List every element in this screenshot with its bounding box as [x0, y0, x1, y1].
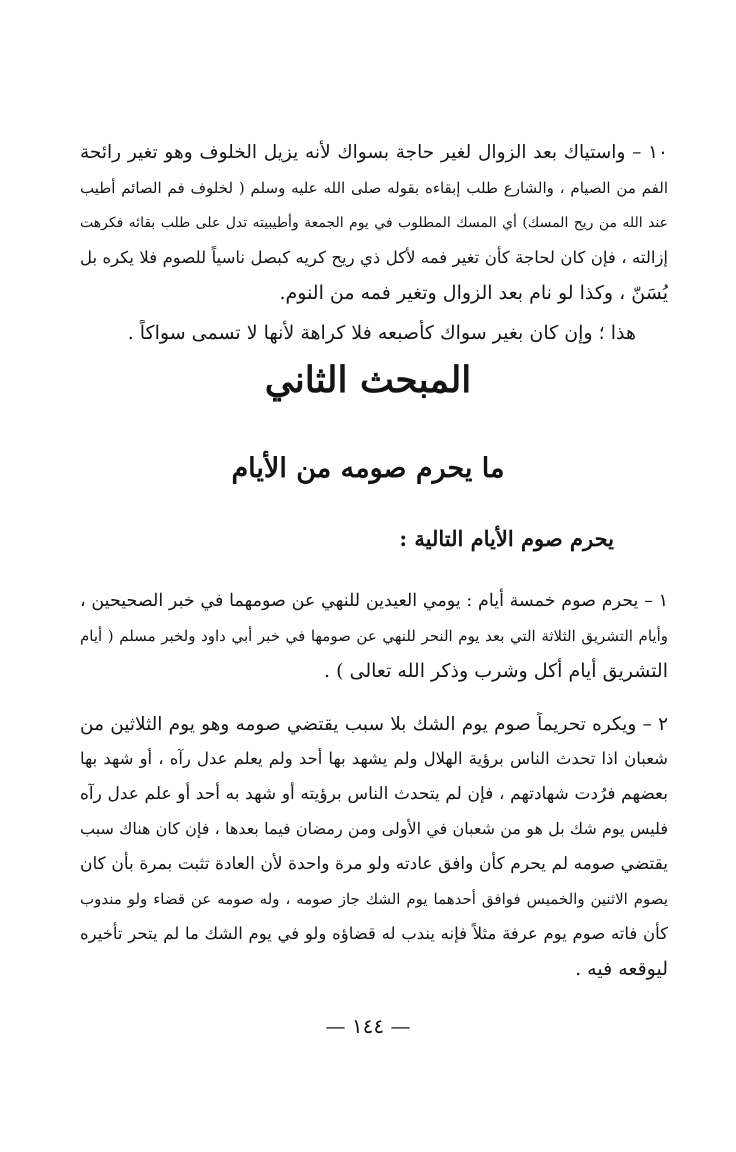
paragraph-2-line: كأن فاته صوم يوم عرفة مثلاً فإنه يندب له قضاؤه ولو في يوم الشك ما لم يتحر تأخيره	[80, 924, 668, 943]
paragraph-1-line: وأيام التشريق الثلاثة التي بعد يوم النحر للنهي عن صومها في خبر أبي داود ولخبر مسلم ( أيام	[80, 627, 668, 645]
paragraph-2-line: شعبان اذا تحدث الناس برؤية الهلال ولم يشهد بها أحد ولم يعلم عدل رآه ، أو شهد بها	[80, 749, 668, 768]
paragraph-hadha: هذا ؛ وإن كان بغير سواك كأصبعه فلا كراهة لأنها لا تسمى سواكاً .	[127, 322, 636, 344]
paragraph-2-line: يصوم الاثنين والخميس فوافق أحدهما يوم الشك جاز صومه ، وله صومه عن قضاء ولو مندوب	[80, 890, 668, 908]
paragraph-2-line: ليوقعه فيه .	[575, 958, 668, 980]
paragraph-10-line: إزالته ، فإن كان لحاجة كأن تغير فمه لأكل ذي ريح كريه كبصل ناسياً للصوم فلا يكره بل	[80, 248, 668, 267]
paragraph-10-line: الفم من الصيام ، والشارع طلب إبقاءه بقوله صلى الله عليه وسلم ( لخلوف فم الصائم أطيب	[80, 179, 668, 197]
section-title: المبحث الثاني	[264, 359, 472, 401]
sub-heading: يحرم صوم الأيام التالية :	[399, 526, 614, 551]
paragraph-2-line: بعضهم فرُدت شهادتهم ، فإن لم يتحدث الناس برؤيته أو شهد به أحد أو علم عدل رآه	[80, 784, 668, 804]
page-number: — ١٤٤ —	[325, 1014, 411, 1038]
section-subtitle: ما يحرم صومه من الأيام	[231, 453, 505, 484]
paragraph-1-line: التشريق أيام أكل وشرب وذكر الله تعالى ) .	[323, 660, 668, 682]
paragraph-2-line: فليس يوم شك بل هو من شعبان في الأولى ومن رمضان فيما بعدها ، فإن كان هناك سبب	[80, 819, 668, 838]
paragraph-1-line: ١ – يحرم صوم خمسة أيام : يومي العيدين للنهي عن صومهما في خبر الصحيحين ،	[80, 591, 668, 611]
paragraph-2-line: ٢ – ويكره تحريماً صوم يوم الشك بلا سبب يقتضي صومه وهو يوم الثلاثين من	[80, 714, 668, 735]
paragraph-10-line: ١٠ – واستياك بعد الزوال لغير حاجة بسواك لأنه يزيل الخلوف وهو تغير رائحة	[80, 142, 668, 163]
paragraph-10-line: عند الله من ريح المسك) أي المسك المطلوب في يوم الجمعة وأطيبيته تدل على طلب بقائه فكرهت	[80, 215, 668, 231]
paragraph-10-line: يُسَنّ ، وكذا لو نام بعد الزوال وتغير فمه من النوم.	[279, 282, 668, 304]
paragraph-2-line: يقتضي صومه لم يحرم كأن وافق عادته ولو مرة واحدة لأن العادة تثبت بمرة بأن كان	[80, 854, 668, 874]
